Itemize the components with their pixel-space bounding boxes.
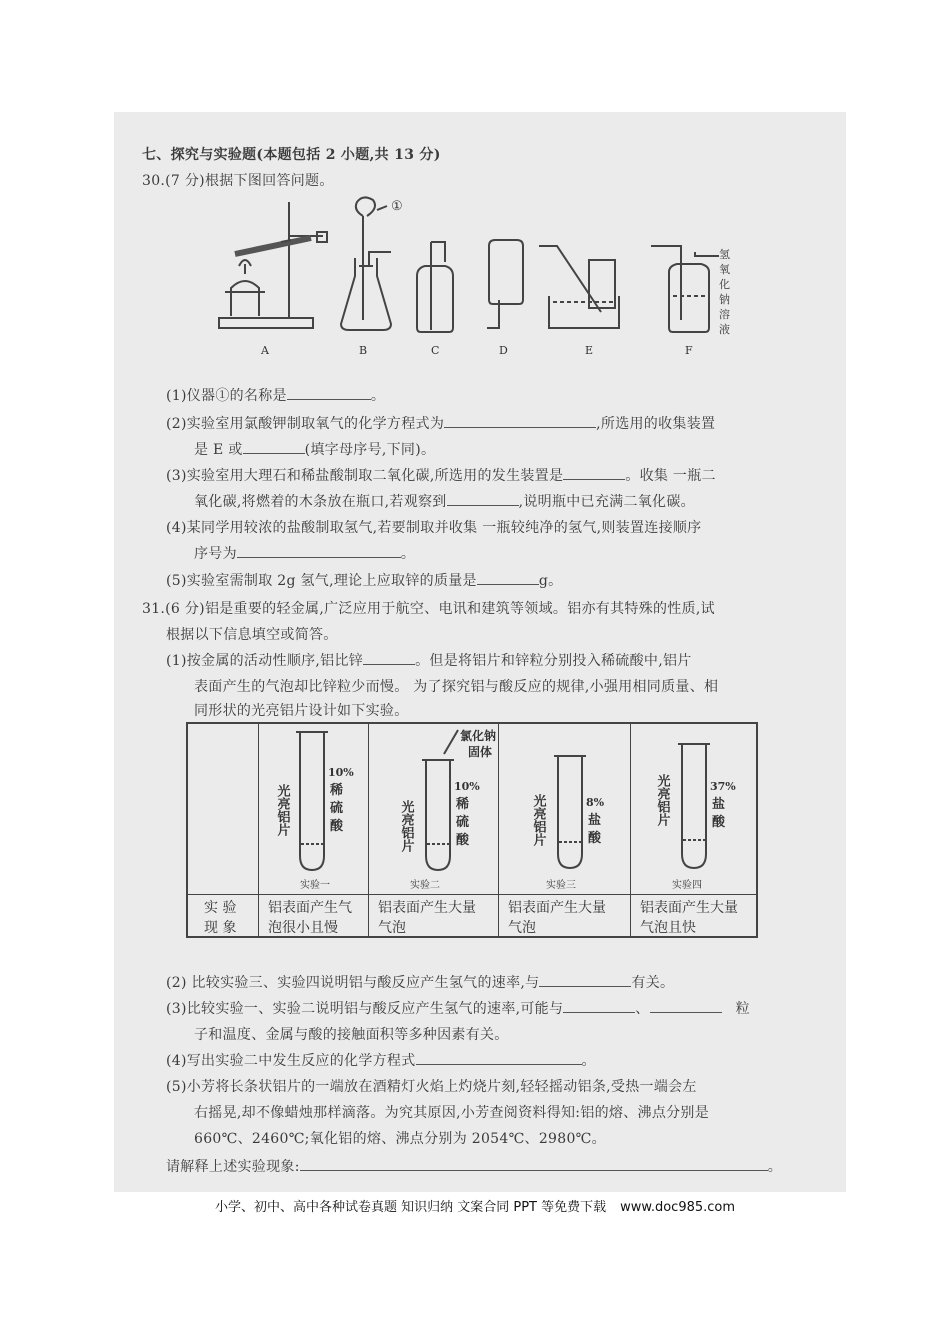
blank-13[interactable] (300, 1158, 768, 1171)
exp4-acid-1: 盐 (712, 797, 726, 812)
exp4-concentration: 37% (710, 780, 736, 793)
section-title: 七、探究与实验题(本题包括 2 小题,共 13 分) (142, 147, 441, 163)
q30-sub4-cont: 序号为 。 (194, 546, 416, 562)
apparatus-d (487, 240, 523, 328)
exp3-phenomenon: 铝表面产生大量 气泡 (508, 900, 606, 936)
instrument-mark: ① (391, 199, 403, 214)
exp1-acid-1: 稀 (330, 783, 344, 798)
q31-sub4: (4)写出实验二中发生反应的化学方程式 。 (166, 1053, 596, 1069)
figure-label-d: D (499, 344, 508, 356)
blank-8[interactable] (363, 652, 415, 665)
exp1-phenomenon: 铝表面产生气 泡很小且慢 (268, 900, 352, 936)
exp2-concentration: 10% (454, 780, 480, 793)
blank-11[interactable] (650, 1000, 722, 1013)
test-tubes (188, 724, 756, 894)
q31-stem: 31.(6 分)铝是重要的轻金属,广泛应用于航空、电讯和建筑等领域。铝亦有其特殊的性质,试 (142, 601, 715, 617)
naoh-label (719, 247, 730, 336)
svg-text:化: 化 (719, 278, 730, 291)
experiment-table (186, 722, 758, 938)
blank-5[interactable] (447, 493, 519, 506)
blank-10[interactable] (563, 1000, 635, 1013)
exp4-name: 实验四 (672, 880, 702, 891)
footer (0, 1196, 950, 1215)
exp1-acid-2: 硫 (330, 801, 344, 816)
svg-text:钠: 钠 (719, 293, 730, 306)
q31-sub1-cont2: 同形状的光亮铝片设计如下实验。 (194, 703, 409, 719)
exp2-added-2: 固体 (468, 745, 493, 759)
apparatus-f (651, 246, 719, 332)
exp3-concentration: 8% (586, 796, 605, 809)
apparatus-c (417, 242, 453, 332)
blank-6[interactable] (237, 545, 401, 558)
svg-text:溶: 溶 (719, 308, 730, 321)
q31-sub5-cont2: 660℃、2460℃;氧化铝的熔、沸点分别为 2054℃、2980℃。 (194, 1131, 606, 1147)
apparatus-a (219, 202, 327, 328)
q31-sub3: (3)比较实验一、实验二说明铝与酸反应产生氢气的速率,可能与 、 粒 (166, 1001, 750, 1017)
q31-sub1-cont: 表面产生的气泡却比锌粒少而慢。 为了探究铝与酸反应的规律,小强用相同质量、相 (194, 679, 719, 695)
apparatus-e (539, 246, 619, 328)
exp4-acid-2: 酸 (712, 815, 726, 830)
q30-sub3: (3)实验室用大理石和稀盐酸制取二氧化碳,所选用的发生装置是 。收集 一瓶二 (166, 468, 716, 484)
svg-text:氧: 氧 (719, 263, 730, 276)
exp1-acid-3: 酸 (330, 819, 344, 834)
blank-9[interactable] (539, 974, 631, 987)
q31-sub5-cont: 右摇晃,却不像蜡烛那样滴落。为究其原因,小芳查阅资料得知:铝的熔、沸点分别是 (194, 1105, 710, 1121)
q30-sub2-cont: 是 E 或 (填字母序号,下同)。 (194, 442, 436, 458)
apparatus-b (341, 197, 391, 330)
figure-label-b: B (359, 344, 368, 356)
row-header: 实 验 现 象 (204, 900, 237, 936)
exp2-side-label: 光亮铝片 (398, 800, 414, 852)
exp4-phenomenon: 铝表面产生大量 气泡且快 (640, 900, 738, 936)
svg-text:液: 液 (719, 323, 730, 336)
blank-1[interactable] (287, 387, 371, 400)
exp2-acid-2: 硫 (456, 815, 470, 830)
q30-sub3-cont: 氧化碳,将燃着的木条放在瓶口,若观察到 ,说明瓶中已充满二氧化碳。 (194, 494, 695, 510)
exp2-acid-1: 稀 (456, 797, 470, 812)
q30-sub2: (2)实验室用氯酸钾制取氧气的化学方程式为 ,所选用的收集装置 (166, 416, 716, 432)
exp1-side-label: 光亮铝片 (274, 784, 290, 836)
footer-site[interactable]: www.doc985.com (620, 1200, 736, 1215)
blank-12[interactable] (416, 1052, 582, 1065)
exp2-added-1: 氯化钠 (460, 729, 497, 743)
exp4-side-label: 光亮铝片 (654, 774, 670, 826)
exp2-phenomenon: 铝表面产生大量 气泡 (378, 900, 476, 936)
blank-2[interactable] (444, 415, 596, 428)
q31-sub5: (5)小芳将长条状铝片的一端放在酒精灯火焰上灼烧片刻,轻轻摇动铝条,受热一端会左 (166, 1079, 697, 1095)
exp3-acid-1: 盐 (588, 813, 602, 828)
q31-sub6: 请解释上述实验现象: 。 (166, 1159, 783, 1175)
q31-sub1: (1)按金属的活动性顺序,铝比锌 。但是将铝片和锌粒分别投入稀硫酸中,铝片 (166, 653, 692, 669)
exp1-name: 实验一 (300, 880, 330, 891)
q31-sub3-cont: 子和温度、金属与酸的接触面积等多种因素有关。 (194, 1027, 509, 1043)
exp3-name: 实验三 (546, 880, 576, 891)
exp1-concentration: 10% (328, 766, 354, 779)
svg-text:氢: 氢 (719, 248, 730, 261)
q31-sub2: (2) 比较实验三、实验四说明铝与酸反应产生氢气的速率,与 有关。 (166, 975, 675, 991)
exp2-name: 实验二 (410, 880, 440, 891)
exp3-side-label: 光亮铝片 (530, 794, 546, 846)
apparatus-figure (205, 196, 765, 356)
figure-label-f: F (685, 344, 693, 356)
footer-text: 小学、初中、高中各种试卷真题 知识归纳 文案合同 PPT 等免费下载 (214, 1200, 607, 1215)
blank-3[interactable] (243, 441, 305, 454)
q30-sub5: (5)实验室需制取 2g 氢气,理论上应取锌的质量是 g。 (166, 573, 563, 589)
figure-label-a: A (261, 344, 269, 356)
q31-stem-cont: 根据以下信息填空或简答。 (166, 627, 338, 643)
figure-label-c: C (431, 344, 440, 356)
q30-sub1: (1)仪器①的名称是 。 (166, 388, 386, 404)
q30-stem: 30.(7 分)根据下图回答问题。 (142, 173, 334, 189)
blank-4[interactable] (563, 467, 625, 480)
exp2-acid-3: 酸 (456, 833, 470, 848)
blank-7[interactable] (477, 572, 539, 585)
q30-sub4: (4)某同学用较浓的盐酸制取氢气,若要制取并收集 一瓶较纯净的氢气,则装置连接顺序 (166, 520, 702, 536)
figure-label-e: E (585, 344, 594, 356)
exp3-acid-2: 酸 (588, 831, 602, 846)
